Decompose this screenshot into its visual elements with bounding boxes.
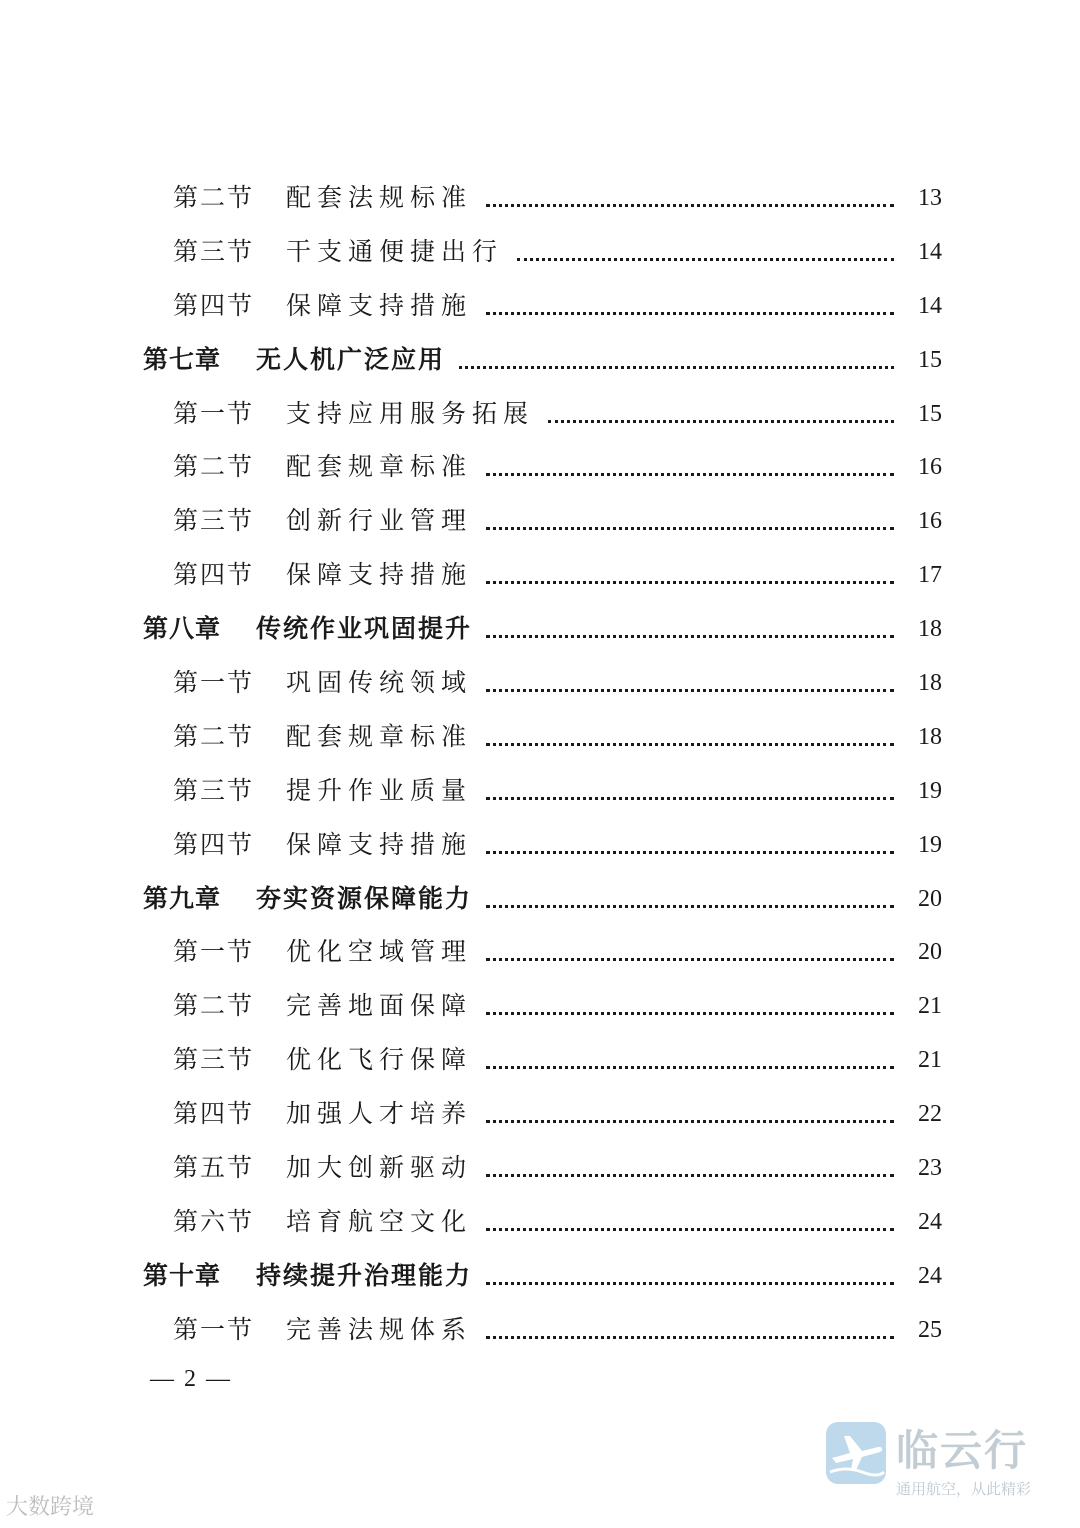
dot-leader (486, 527, 894, 530)
source-watermark: 大数跨境 (6, 1495, 95, 1520)
toc-entry-title: 完善法规体系 (286, 1314, 473, 1344)
toc-entry-number: 第九章 (143, 883, 222, 913)
toc-section-row (0, 494, 1080, 548)
dot-leader (548, 420, 894, 423)
toc-entry-title: 持续提升治理能力 (256, 1260, 473, 1290)
toc-page-number: 23 (918, 1154, 942, 1181)
toc-entry-number: 第八章 (143, 614, 222, 644)
toc-page-number: 18 (918, 616, 942, 643)
airplane-icon (826, 1422, 886, 1484)
toc-entry-title: 配套法规标准 (286, 182, 473, 212)
toc-section-row (0, 656, 1080, 710)
toc-entry-title: 配套规章标准 (286, 452, 473, 482)
toc-entry-number: 第四节 (173, 560, 255, 590)
toc-entry-number: 第三节 (173, 506, 255, 536)
dot-leader (486, 1336, 894, 1339)
toc-entry-number: 第一节 (173, 937, 255, 967)
toc-entry-number: 第二节 (173, 182, 255, 212)
toc-entry-title: 无人机广泛应用 (256, 344, 446, 374)
toc-page-number: 13 (918, 184, 942, 211)
toc-section-row (0, 1033, 1080, 1087)
toc-page-number: 25 (918, 1316, 942, 1343)
dot-leader (486, 581, 894, 584)
toc-entry-title: 完善地面保障 (286, 991, 473, 1021)
toc-section-row (0, 710, 1080, 764)
dot-leader (486, 689, 894, 692)
toc-section-row (0, 764, 1080, 818)
toc-section-row (0, 440, 1080, 494)
toc-entry-number: 第四节 (173, 1099, 255, 1129)
toc-entry-number: 第二节 (173, 991, 255, 1021)
toc-entry-title: 优化飞行保障 (286, 1045, 473, 1075)
toc-entry-number: 第六节 (173, 1206, 255, 1236)
toc-section-row (0, 387, 1080, 441)
toc-page-number: 17 (918, 562, 942, 589)
toc-section-row (0, 925, 1080, 979)
toc-entry-number: 第三节 (173, 775, 255, 805)
dot-leader (486, 797, 894, 800)
watermark-brand: 临云行 (896, 1426, 1029, 1475)
toc-page-number: 18 (918, 723, 942, 750)
toc-entry-number: 第二节 (173, 721, 255, 751)
dot-leader (486, 204, 894, 207)
toc-entry-title: 巩固传统领域 (286, 667, 473, 697)
toc-section-row (0, 1087, 1080, 1141)
toc-page-number: 20 (918, 885, 942, 912)
toc-chapter-row (0, 872, 1080, 926)
toc-section-row (0, 818, 1080, 872)
toc-section-row (0, 225, 1080, 279)
toc-entry-title: 支持应用服务拓展 (286, 398, 535, 428)
dot-leader (486, 635, 894, 638)
dot-leader (486, 312, 894, 315)
toc-entry-title: 培育航空文化 (286, 1206, 473, 1236)
footer-page-number: — 2 — (150, 1366, 232, 1392)
watermark-logo (826, 1422, 886, 1484)
dot-leader (486, 1282, 894, 1285)
toc-page-number: 16 (918, 508, 942, 535)
toc-page-number: 22 (918, 1101, 942, 1128)
toc-section-row (0, 171, 1080, 225)
dot-leader (486, 905, 894, 908)
toc-entry-title: 优化空域管理 (286, 937, 473, 967)
toc-page-number: 14 (918, 238, 942, 265)
toc-entry-number: 第七章 (143, 344, 222, 374)
toc-entry-number: 第一节 (173, 667, 255, 697)
toc-page-number: 15 (918, 400, 942, 427)
watermark-slogan: 通用航空，从此精彩 (896, 1480, 1032, 1498)
toc-entry-number: 第一节 (173, 398, 255, 428)
toc-entry-number: 第三节 (173, 1045, 255, 1075)
toc-entry-title: 加大创新驱动 (286, 1152, 473, 1182)
dot-leader (486, 1174, 894, 1177)
toc-entry-title: 干支通便捷出行 (286, 236, 504, 266)
toc-page-number: 24 (918, 1208, 942, 1235)
dot-leader (486, 1012, 894, 1015)
toc-page-number: 15 (918, 346, 942, 373)
dot-leader (486, 473, 894, 476)
toc-page-number: 20 (918, 939, 942, 966)
dot-leader (459, 366, 894, 369)
toc-entry-number: 第一节 (173, 1314, 255, 1344)
toc-entry-title: 提升作业质量 (286, 775, 473, 805)
toc-chapter-row (0, 333, 1080, 387)
dot-leader (486, 958, 894, 961)
dot-leader (486, 1228, 894, 1231)
toc-entry-title: 保障支持措施 (286, 290, 473, 320)
dot-leader (486, 1120, 894, 1123)
toc-page-number: 19 (918, 777, 942, 804)
dot-leader (486, 1066, 894, 1069)
dot-leader (517, 258, 894, 261)
toc-entry-number: 第四节 (173, 829, 255, 859)
toc-section-row (0, 279, 1080, 333)
toc-section-row (0, 1195, 1080, 1249)
toc-chapter-row (0, 1249, 1080, 1303)
toc-page-number: 16 (918, 454, 942, 481)
dot-leader (486, 743, 894, 746)
toc-entry-title: 保障支持措施 (286, 560, 473, 590)
toc-section-row (0, 1141, 1080, 1195)
toc-page-number: 19 (918, 831, 942, 858)
toc-section-row (0, 548, 1080, 602)
toc-entry-title: 加强人才培养 (286, 1099, 473, 1129)
toc-page-number: 21 (918, 1047, 942, 1074)
toc-entry-title: 创新行业管理 (286, 506, 473, 536)
toc-section-row (0, 979, 1080, 1033)
table-of-contents (0, 171, 1080, 1357)
toc-entry-title: 保障支持措施 (286, 829, 473, 859)
toc-entry-number: 第五节 (173, 1152, 255, 1182)
toc-entry-number: 第三节 (173, 236, 255, 266)
toc-page-number: 18 (918, 669, 942, 696)
toc-page-number: 24 (918, 1262, 942, 1289)
toc-entry-number: 第二节 (173, 452, 255, 482)
toc-section-row (0, 1303, 1080, 1357)
toc-entry-number: 第十章 (143, 1260, 222, 1290)
dot-leader (486, 851, 894, 854)
toc-page-number: 21 (918, 993, 942, 1020)
toc-entry-number: 第四节 (173, 290, 255, 320)
toc-chapter-row (0, 602, 1080, 656)
toc-page-number: 14 (918, 292, 942, 319)
toc-entry-title: 传统作业巩固提升 (256, 614, 473, 644)
toc-entry-title: 夯实资源保障能力 (256, 883, 473, 913)
toc-entry-title: 配套规章标准 (286, 721, 473, 751)
